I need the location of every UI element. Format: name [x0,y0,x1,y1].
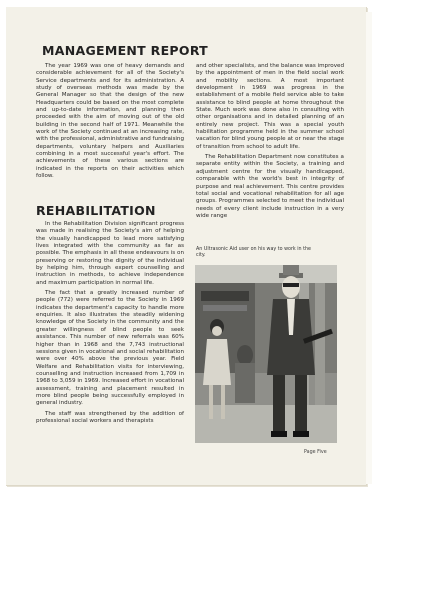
rehabilitation-column [36,221,184,428]
management-report-heading: MANAGEMENT REPORT [42,43,209,58]
management-paragraph-1: The year 1969 was one of heavy demands and considerable achievement for all of the Society's Service departments and for its administration. A study of overseas methods was made by the General Manager so that the design of the new Headquarters could be based on the most complete and up-to-date information, and planning then proceeded with the aim of moving out of the old building in the second half of 1971. Meanwhile the work of the Society continued at an increasing rate, with the professional, administrative and fundraising departments, voluntary helpers and Auxiliaries combining in a most successful year's effort. The achievements of these various sections are indicated in the reports on their activities which follow. [36,63,185,180]
page-number: Page Five [304,450,327,455]
photo-illustration [195,265,337,443]
page-edge [366,12,372,484]
street-photo [195,265,337,443]
photo-caption: An Ultrasonic Aid user on his way to work in the city. [196,247,311,258]
right-column [196,63,344,223]
rehabilitation-paragraph-2: The fact that a greatly increased number of people (772) were referred to the Society in 1969 indicates the department's capacity to handle more enquiries. It also illustrates the steadily widening knowledge of the Society in the community and the greater willingness of blind people to seek assistance. This number of new referrals was 60% higher than in 1968 and the 7,743 instructional sessions given in vocational and social rehabilitation were over 40% above the previous year. Field Welfare and Rehabilitation visits for interviewing, counselling and instruction increased from 1,709 in 1968 to 3,059 in 1969. Increased effort in vocational assessment, training and placement resulted in more blind people being successfully employed in general industry. [36,290,184,407]
rehabilitation-paragraph-1: In the Rehabilitation Division significant progress was made in realising the Society's aim of helping the visually handicapped to lead more satisfying lives integrated with the community as far as possible. The emphasis in all these endeavours is on preserving or restoring the dignity of the individual by helping him, through expert counselling and instruction in methods, to achieve independence and maximum participation in normal life. [36,221,184,286]
rehabilitation-paragraph-3: The staff was strengthened by the addition of professional social workers and therapists [36,410,184,424]
management-column [36,63,184,184]
right-paragraph-1: and other specialists, and the balance was improved by the appointment of men in the field social work and mobility sections. A most important development in 1969 was progress in the establishment of a mobile field service able to take assistance to blind people at home throughout the State. Much work was done also in consulting with other organisations and in detailed planning of an entirely new project. This was a special youth habilitation programme held in the summer school vacation for blind young people at or near the stage of transition from school to adult life. [196,63,344,150]
right-paragraph-2: The Rehabilitation Department now constitutes a separate entity within the Society, a training and adjustment centre for the visually handicapped, comparable with the world's best in integrity of purpose and real achievement. This centre provides total social and vocational rehabilitation for all age groups. Programmes selected to meet the individual needs of every client include instruction in a very wide range [196,154,344,219]
rehabilitation-heading: REHABILITATION [36,203,156,218]
